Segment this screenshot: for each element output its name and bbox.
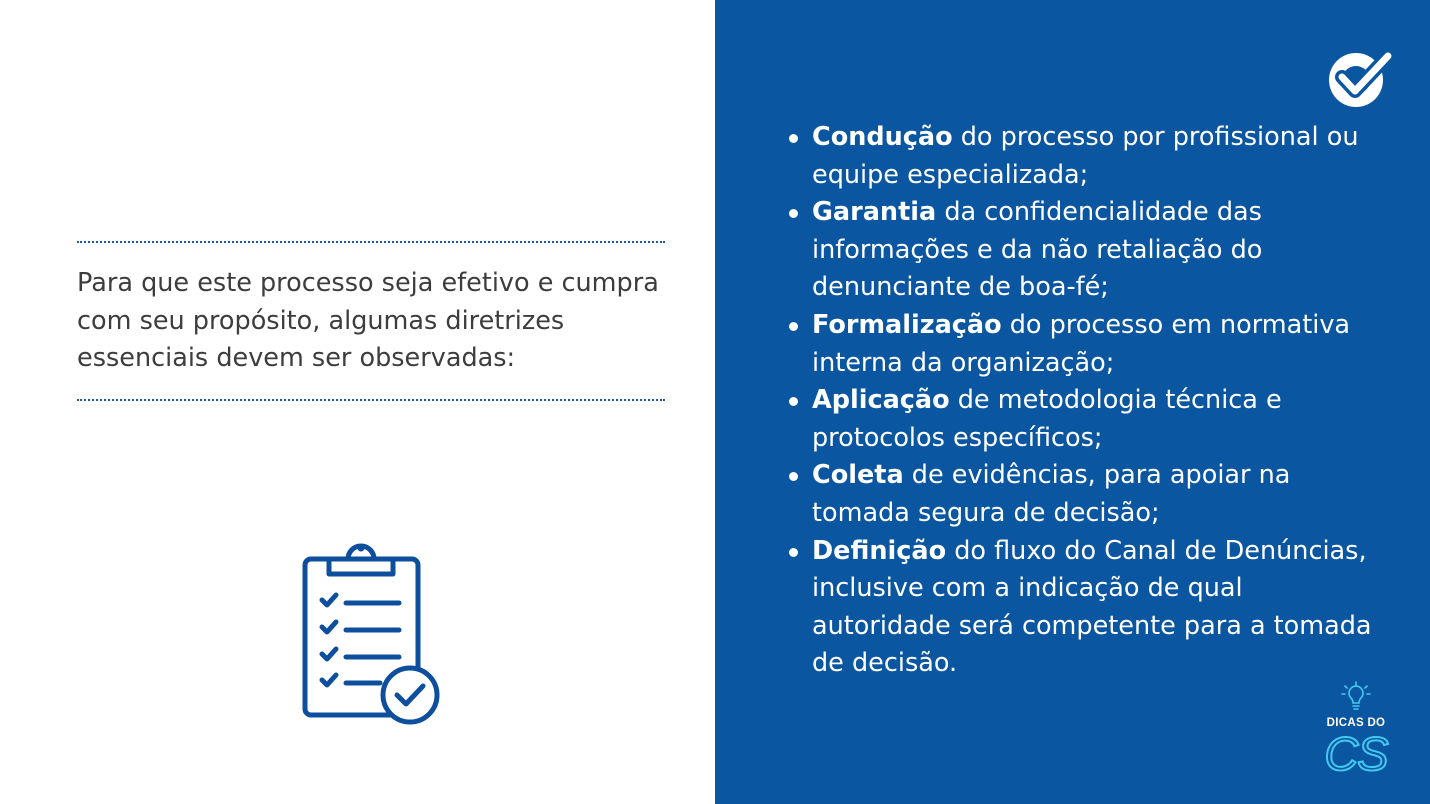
guideline-item-formalizacao (812, 307, 1382, 382)
guideline-description: da confidencialidade das informações e da não retaliação do denunciante de boa-fé; (812, 197, 1263, 303)
guideline-term: Aplicação (812, 385, 950, 416)
lightbulb-icon (1340, 680, 1372, 714)
guideline-description: do fluxo do Canal de Denúncias, inclusive com a indicação de qual autoridade será competente para a tomada de decisão. (812, 535, 1372, 679)
guideline-description: do processo por profissional ou equipe especializada; (812, 122, 1359, 190)
guideline-item-aplicacao (812, 382, 1382, 457)
guideline-term: Definição (812, 535, 947, 566)
clipboard-checklist-icon (296, 528, 446, 728)
brand-logo (1318, 680, 1394, 780)
bottom-dotted-divider (77, 399, 665, 401)
brand-logo-main-text: CS (1324, 727, 1388, 780)
guideline-description: do processo em normativa interna da organização; (812, 309, 1351, 378)
guideline-term: Condução (812, 122, 953, 152)
guideline-term: Coleta (812, 460, 904, 491)
guideline-item-definicao (812, 533, 1382, 683)
brand-logo-top-text: DICAS DO (1326, 717, 1386, 729)
guideline-term: Formalização (812, 309, 1002, 340)
guideline-description: de evidências, para apoiar na tomada segura de decisão; (812, 460, 1291, 528)
guideline-term: Garantia (812, 197, 937, 228)
guideline-item-conducao (812, 119, 1382, 194)
guideline-description: de metodologia técnica e protocolos específicos; (812, 385, 1282, 453)
checkmark-badge-icon (1325, 44, 1397, 110)
guideline-item-coleta (812, 457, 1382, 532)
top-dotted-divider (77, 241, 665, 243)
guidelines-list (812, 119, 1382, 683)
intro-text: Para que este processo seja efetivo e cumpra com seu propósito, algumas diretrizes essenciais devem ser observadas: (77, 268, 659, 373)
guideline-item-garantia (812, 194, 1382, 307)
